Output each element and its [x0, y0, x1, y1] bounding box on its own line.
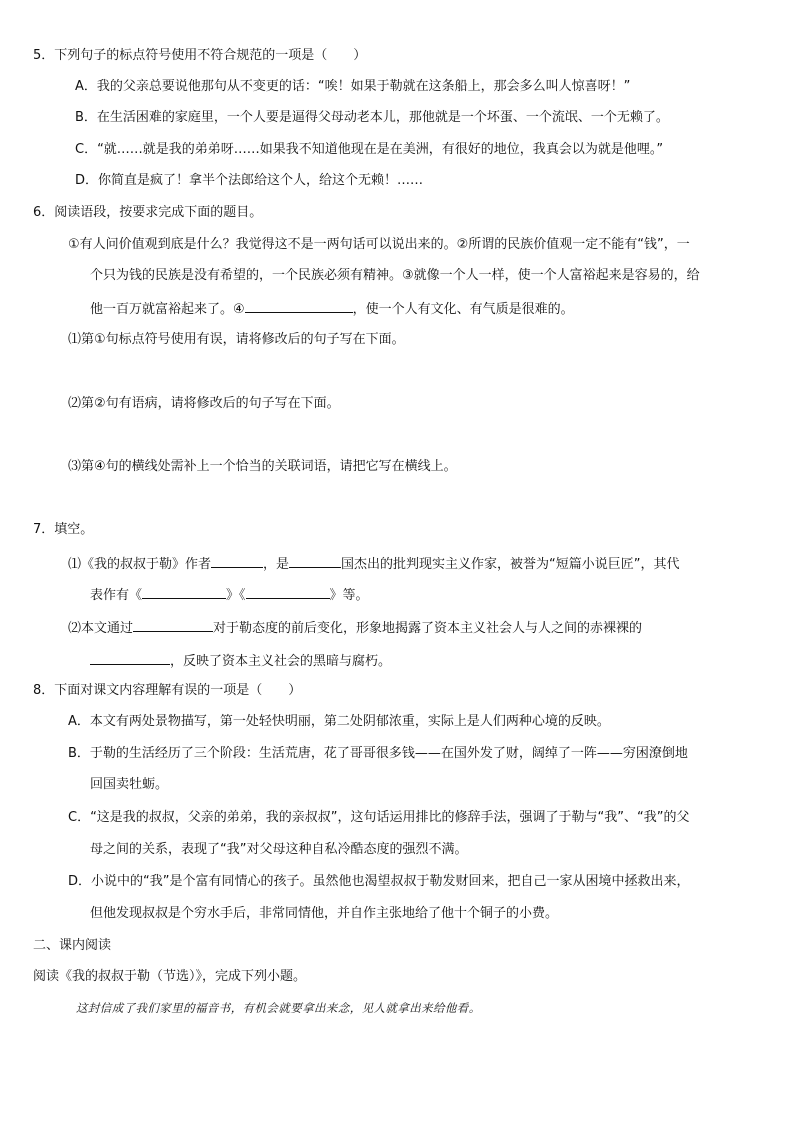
reading-passage: 这封信成了我们家里的福音书，有机会就要拿出来念，见人就拿出来给他看。	[76, 1001, 481, 1015]
q7-text: 表作有《	[90, 588, 143, 603]
q5-option-c: C．“就……就是我的弟弟呀……如果我不知道他现在是在美洲，有很好的地位，我真会以为就是他哩。”	[75, 142, 664, 157]
q7-text: 》《	[226, 588, 246, 603]
q7-line	[68, 617, 642, 639]
answer-blank[interactable]	[133, 617, 213, 632]
q5-option-a: A．我的父亲总要说他那句从不变更的话：“唉！如果于勒就在这条船上，那会多么叫人惊喜呀！”	[75, 79, 631, 94]
q6-sub-1: ⑴第①句标点符号使用有误，请将修改后的句子写在下面。	[68, 332, 405, 347]
q7-line	[90, 650, 391, 672]
q8-stem: 8．下面对课文内容理解有误的一项是（ ）	[33, 683, 302, 698]
q7-text: 》等。	[329, 588, 369, 603]
answer-blank[interactable]	[90, 650, 170, 665]
q8-option-c: C．“这是我的叔叔，父亲的弟弟，我的亲叔叔”，这句话运用排比的修辞手法，强调了于勒与“我”、“我”的父	[68, 810, 690, 825]
q7-text: ⑵本文通过	[68, 621, 134, 636]
q7-text: ，是	[263, 557, 290, 572]
q6-passage-line: ①有人问价值观到底是什么？我觉得这不是一两句话可以说出来的。②所谓的民族价值观一定不能有“钱”，一	[68, 237, 690, 252]
answer-blank[interactable]	[246, 584, 330, 599]
q7-text: 对于勒态度的前后变化，形象地揭露了资本主义社会人与人之间的赤裸裸的	[213, 621, 643, 636]
q7-text: ，反映了资本主义社会的黑暗与腐朽。	[170, 654, 392, 669]
section-heading: 二、课内阅读	[33, 938, 112, 953]
answer-blank[interactable]	[142, 584, 226, 599]
q6-sub-2: ⑵第②句有语病，请将修改后的句子写在下面。	[68, 396, 340, 411]
q6-passage-text: ，使一个人有文化、有气质是很难的。	[352, 302, 574, 317]
q6-stem: 6．阅读语段，按要求完成下面的题目。	[33, 205, 263, 220]
q6-sub-3: ⑶第④句的横线处需补上一个恰当的关联词语，请把它写在横线上。	[68, 459, 457, 474]
q8-option-d: D．小说中的“我”是个富有同情心的孩子。虽然他也渴望叔叔于勒发财回来，把自己一家从困境中拯救出来，	[68, 874, 690, 889]
q7-stem: 7．填空。	[33, 522, 94, 537]
q7-text: 国杰出的批判现实主义作家，被誉为“短篇小说巨匠”，其代	[341, 557, 680, 572]
q8-option-b: B．于勒的生活经历了三个阶段：生活荒唐，花了哥哥很多钱——在国外发了财，阔绰了一阵——穷困潦倒地	[68, 746, 688, 761]
q8-option-d-cont: 但他发现叔叔是个穷水手后，非常同情他，并自作主张地给了他十个铜子的小费。	[90, 906, 559, 921]
answer-blank[interactable]	[245, 298, 353, 313]
q7-line	[90, 584, 369, 606]
section-intro: 阅读《我的叔叔于勒（节选）》，完成下列小题。	[33, 969, 307, 984]
q6-passage-line	[90, 298, 574, 320]
q8-option-b-cont: 回国卖牡蛎。	[90, 777, 169, 792]
q6-passage-line: 个只为钱的民族是没有希望的，一个民族必须有精神。③就像一个人一样，使一个人富裕起来是容易的，给	[90, 268, 700, 283]
q5-option-d: D．你简直是疯了！拿半个法郎给这个人，给这个无赖！……	[75, 173, 424, 188]
answer-blank[interactable]	[211, 553, 263, 568]
q5-option-b: B．在生活困难的家庭里，一个人要是逼得父母动老本儿，那他就是一个坏蛋、一个流氓、一个无赖了。	[75, 110, 669, 125]
q5-stem: 5．下列句子的标点符号使用不符合规范的一项是（ ）	[33, 48, 367, 63]
q8-option-c-cont: 母之间的关系，表现了“我”对父母这种自私冷酷态度的强烈不满。	[90, 842, 468, 857]
answer-blank[interactable]	[289, 553, 341, 568]
q7-line	[68, 553, 680, 575]
q8-option-a: A．本文有两处景物描写，第一处轻快明丽，第二处阴郁浓重，实际上是人们两种心境的反映。	[68, 714, 610, 729]
q6-passage-text: 他一百万就富裕起来了。④	[90, 302, 245, 317]
q7-text: ⑴《我的叔叔于勒》作者	[68, 557, 212, 572]
